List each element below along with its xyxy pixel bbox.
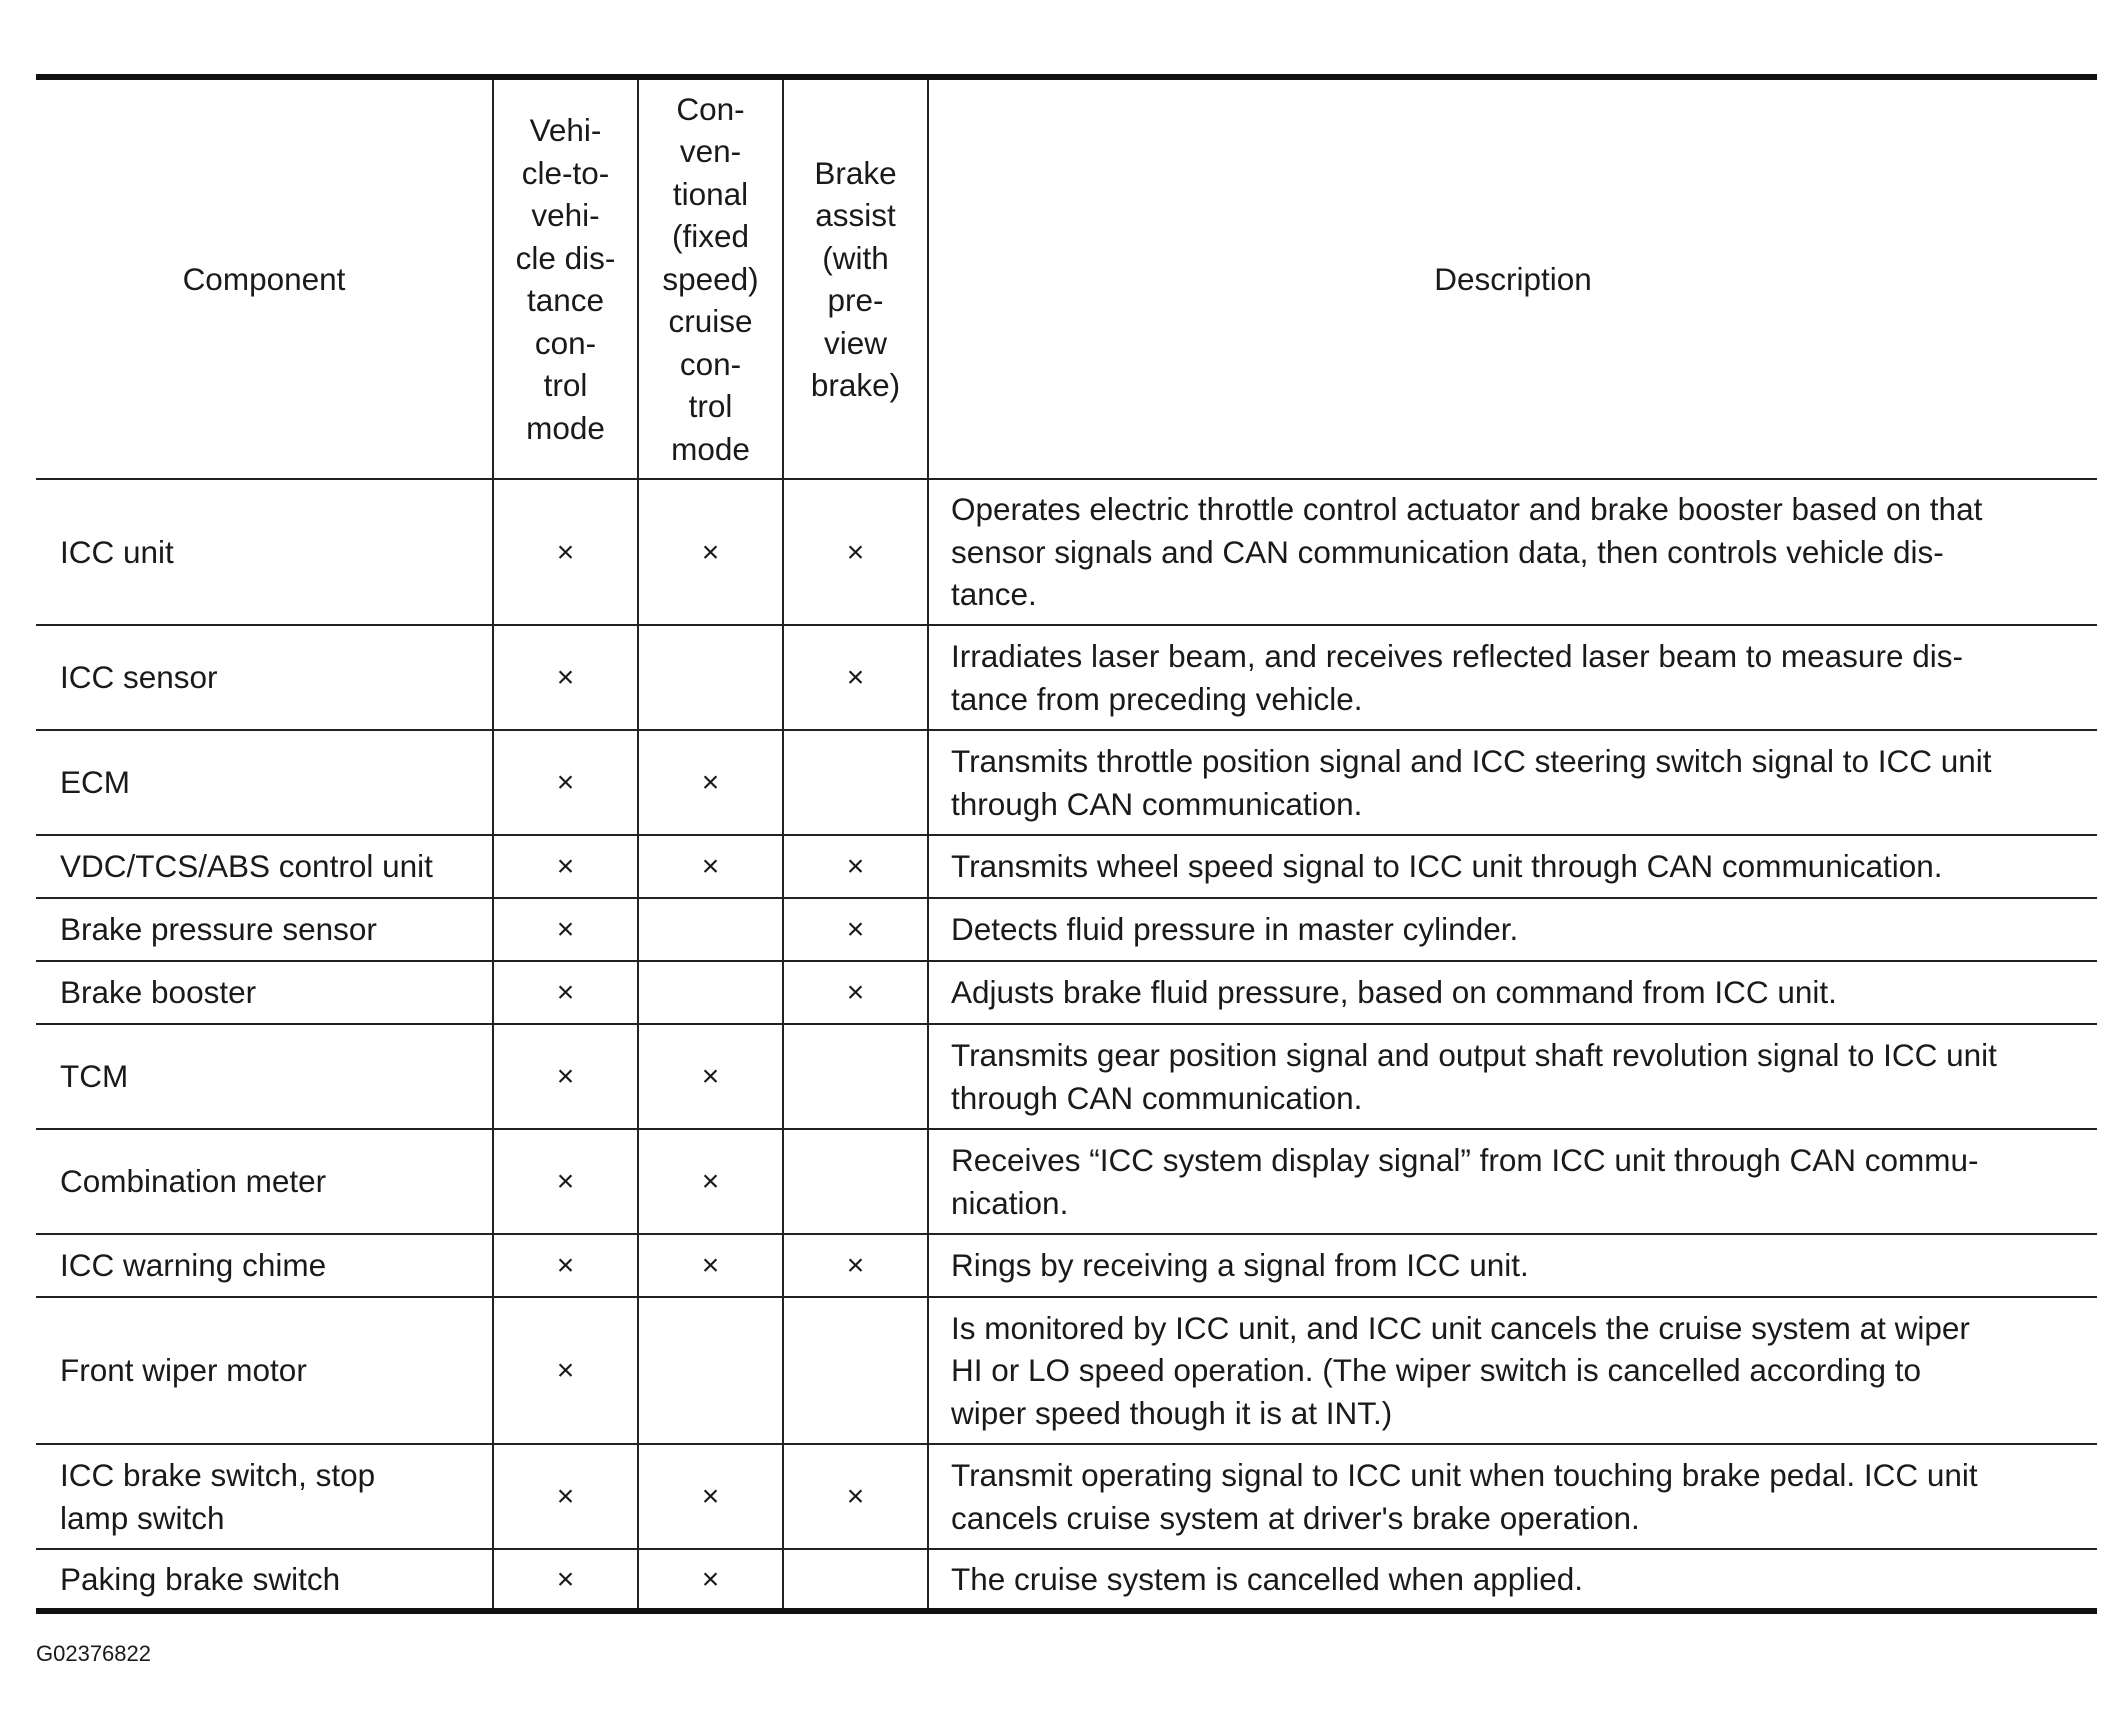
header-component: [36, 77, 493, 479]
table-row: [36, 1444, 2097, 1549]
conventional-mode-cell: [638, 1234, 783, 1297]
applies-mark: ×: [556, 1165, 575, 1199]
applies-mark: ×: [701, 1165, 720, 1199]
description-text: Receives “ICC system display signal” from ICC unit through CAN commu- nication.: [951, 1142, 1979, 1221]
brake-assist-cell: [783, 1129, 928, 1234]
table-body: [36, 479, 2097, 1611]
component-name: Brake pressure sensor: [60, 911, 377, 948]
brake-assist-cell: [783, 1549, 928, 1611]
table-row: [36, 1297, 2097, 1444]
brake-assist-cell: [783, 730, 928, 835]
description-text: Irradiates laser beam, and receives reflected laser beam to measure dis- tance from preceding vehicle.: [951, 638, 1963, 717]
table-row: [36, 730, 2097, 835]
component-description-document: [36, 74, 2097, 1614]
component-name: ICC brake switch, stop lamp switch: [60, 1457, 376, 1536]
applies-mark: ×: [556, 976, 575, 1010]
component-name: Paking brake switch: [60, 1560, 341, 1597]
applies-mark: ×: [556, 1480, 575, 1514]
table-row: [36, 835, 2097, 898]
table-row: [36, 898, 2097, 961]
description-text: The cruise system is cancelled when applied.: [951, 1560, 1584, 1597]
applies-mark: ×: [701, 535, 720, 569]
applies-mark: ×: [701, 766, 720, 800]
component-cell: [36, 835, 493, 898]
vehicle-distance-mode-cell: [493, 1234, 638, 1297]
applies-mark: ×: [556, 766, 575, 800]
description-text: Transmits wheel speed signal to ICC unit through CAN communication.: [951, 848, 1943, 885]
table-row: [36, 1234, 2097, 1297]
description-text: Adjusts brake fluid pressure, based on command from ICC unit.: [951, 974, 1837, 1011]
applies-mark: ×: [556, 850, 575, 884]
description-cell: [928, 1444, 2097, 1549]
table-header: [36, 77, 2097, 479]
component-name: Combination meter: [60, 1163, 327, 1200]
header-conventional-mode: [638, 77, 783, 479]
component-name: ECM: [60, 764, 130, 801]
component-cell: [36, 1024, 493, 1129]
conventional-mode-cell: [638, 1297, 783, 1444]
table-row: [36, 1129, 2097, 1234]
vehicle-distance-mode-cell: [493, 1297, 638, 1444]
component-table: [36, 74, 2097, 1614]
header-vehicle-distance-label: Vehi- cle-to- vehi- cle dis- tance con- trol mode: [515, 112, 616, 446]
applies-mark: ×: [701, 1480, 720, 1514]
header-description: [928, 77, 2097, 479]
description-cell: [928, 1234, 2097, 1297]
header-row: [36, 77, 2097, 479]
component-name: TCM: [60, 1058, 129, 1095]
description-text: Transmits throttle position signal and ICC steering switch signal to ICC unit through CAN communication.: [951, 743, 1992, 822]
applies-mark: ×: [846, 661, 865, 695]
table-row: [36, 625, 2097, 730]
conventional-mode-cell: [638, 479, 783, 625]
brake-assist-cell: [783, 835, 928, 898]
description-cell: [928, 835, 2097, 898]
description-cell: [928, 961, 2097, 1024]
vehicle-distance-mode-cell: [493, 730, 638, 835]
conventional-mode-cell: [638, 1444, 783, 1549]
vehicle-distance-mode-cell: [493, 1129, 638, 1234]
component-cell: [36, 625, 493, 730]
brake-assist-cell: [783, 625, 928, 730]
description-cell: [928, 479, 2097, 625]
component-cell: [36, 479, 493, 625]
component-cell: [36, 1444, 493, 1549]
applies-mark: ×: [556, 1562, 575, 1596]
description-text: Is monitored by ICC unit, and ICC unit cancels the cruise system at wiper HI or LO speed operation. (The wiper switch is cancelled according to wiper speed though it is at INT.): [951, 1309, 1970, 1431]
brake-assist-cell: [783, 1234, 928, 1297]
brake-assist-cell: [783, 898, 928, 961]
vehicle-distance-mode-cell: [493, 898, 638, 961]
description-cell: [928, 898, 2097, 961]
component-name: ICC unit: [60, 533, 174, 570]
description-cell: [928, 730, 2097, 835]
conventional-mode-cell: [638, 898, 783, 961]
applies-mark: ×: [701, 850, 720, 884]
applies-mark: ×: [846, 535, 865, 569]
description-cell: [928, 1024, 2097, 1129]
component-cell: [36, 961, 493, 1024]
description-text: Detects fluid pressure in master cylinder.: [951, 911, 1519, 948]
applies-mark: ×: [556, 535, 575, 569]
applies-mark: ×: [701, 1562, 720, 1596]
description-text: Rings by receiving a signal from ICC unit.: [951, 1247, 1529, 1284]
header-vehicle-distance-mode: [493, 77, 638, 479]
figure-id: G02376822: [36, 1641, 151, 1666]
component-name: ICC sensor: [60, 659, 218, 696]
conventional-mode-cell: [638, 1129, 783, 1234]
applies-mark: ×: [556, 1354, 575, 1388]
component-name: VDC/TCS/ABS control unit: [60, 848, 433, 885]
applies-mark: ×: [701, 1249, 720, 1283]
description-cell: [928, 1549, 2097, 1611]
applies-mark: ×: [556, 1249, 575, 1283]
conventional-mode-cell: [638, 961, 783, 1024]
vehicle-distance-mode-cell: [493, 625, 638, 730]
component-name: ICC warning chime: [60, 1247, 327, 1284]
brake-assist-cell: [783, 479, 928, 625]
conventional-mode-cell: [638, 835, 783, 898]
component-name: Brake booster: [60, 974, 257, 1011]
table-row: [36, 961, 2097, 1024]
component-cell: [36, 1297, 493, 1444]
applies-mark: ×: [701, 1060, 720, 1094]
header-conventional-label: Con- ven- tional (fixed speed) cruise con- trol mode: [662, 90, 759, 467]
conventional-mode-cell: [638, 625, 783, 730]
vehicle-distance-mode-cell: [493, 1444, 638, 1549]
applies-mark: ×: [846, 1480, 865, 1514]
description-text: Operates electric throttle control actuator and brake booster based on that sensor signals and CAN communication data, then controls vehicle dis- tance.: [951, 491, 1983, 613]
vehicle-distance-mode-cell: [493, 835, 638, 898]
description-cell: [928, 625, 2097, 730]
vehicle-distance-mode-cell: [493, 961, 638, 1024]
applies-mark: ×: [846, 913, 865, 947]
brake-assist-cell: [783, 1297, 928, 1444]
component-cell: [36, 1234, 493, 1297]
component-name: Front wiper motor: [60, 1352, 307, 1389]
conventional-mode-cell: [638, 1024, 783, 1129]
component-cell: [36, 1129, 493, 1234]
component-cell: [36, 730, 493, 835]
conventional-mode-cell: [638, 730, 783, 835]
brake-assist-cell: [783, 1444, 928, 1549]
applies-mark: ×: [846, 850, 865, 884]
description-cell: [928, 1129, 2097, 1234]
description-text: Transmit operating signal to ICC unit when touching brake pedal. ICC unit cancels cruise system at driver's brake operation.: [951, 1457, 1978, 1536]
applies-mark: ×: [556, 913, 575, 947]
brake-assist-cell: [783, 961, 928, 1024]
component-cell: [36, 898, 493, 961]
header-brake-assist: [783, 77, 928, 479]
brake-assist-cell: [783, 1024, 928, 1129]
vehicle-distance-mode-cell: [493, 1024, 638, 1129]
description-cell: [928, 1297, 2097, 1444]
applies-mark: ×: [556, 1060, 575, 1094]
table-row: [36, 479, 2097, 625]
applies-mark: ×: [846, 976, 865, 1010]
header-brake-assist-label: Brake assist (with pre- view brake): [810, 154, 901, 403]
header-description-label: Description: [1434, 260, 1592, 297]
conventional-mode-cell: [638, 1549, 783, 1611]
applies-mark: ×: [846, 1249, 865, 1283]
vehicle-distance-mode-cell: [493, 479, 638, 625]
component-cell: [36, 1549, 493, 1611]
header-component-label: Component: [182, 260, 346, 297]
table-row: [36, 1549, 2097, 1611]
description-text: Transmits gear position signal and output shaft revolution signal to ICC unit through CAN communication.: [951, 1037, 1997, 1116]
vehicle-distance-mode-cell: [493, 1549, 638, 1611]
applies-mark: ×: [556, 661, 575, 695]
table-row: [36, 1024, 2097, 1129]
